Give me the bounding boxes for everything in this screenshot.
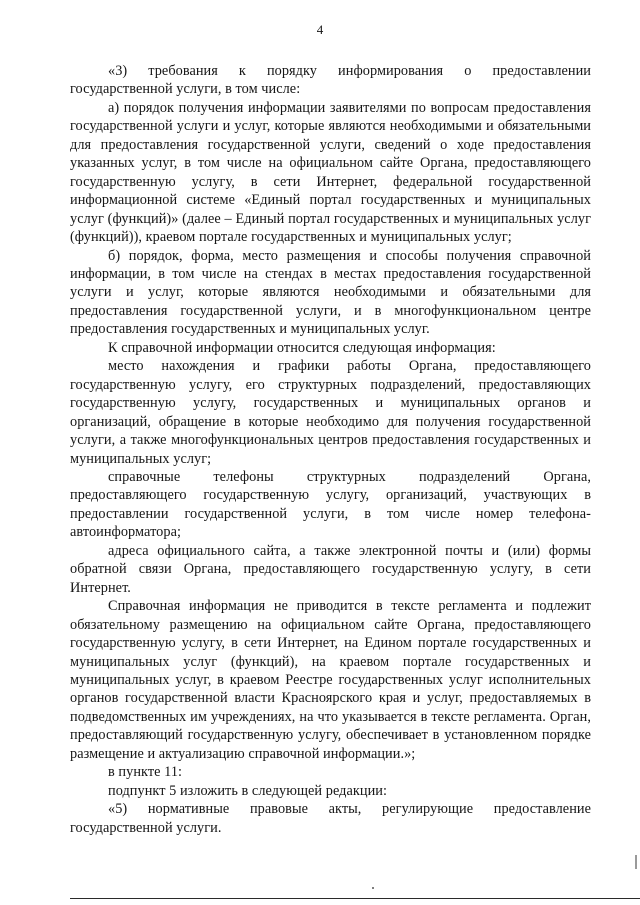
paragraph-reference-info-placement: Справочная информация не приводится в тексте регламента и подлежит обязательному размещению на официальном сайте Органа, предоставляющего государственную услугу, в сети Интернет, на Едином портале государственных и муниципальных услуг (функций), на краевом портале государственных и муниципальных услуг, в краевом Реестре государственных услуг исполнительных органов государственной власти Красноярского края и услуг, предоставляемых в подведомственных им учреждениях, на что указывается в тексте регламента. Орган, предоставляющий государственную услугу, обеспечивает в установленном порядке размещение и актуализацию справочной информации.»; [70, 598, 591, 762]
paragraph-location-schedule: место нахождения и графики работы Органа, предоставляющего государственную услугу, его структурных подразделений, предоставляющих государственную услугу, государственных и муниципальных органов и организаций, обращение в которые необходимо для получения государственной услуги, а также многофункциональных центров предоставления государственных и муниципальных услуг; [70, 358, 591, 467]
paragraph-website-addresses: адреса официального сайта, а также электронной почты и (или) формы обратной связи Органа, предоставляющего государственную услугу, в сети Интернет. [70, 542, 591, 596]
scan-bottom-edge-line [70, 898, 640, 899]
paragraph-phones: справочные телефоны структурных подразделений Органа, предоставляющего государственную услугу, организаций, участвующих в предоставлении государственной услуги, в том числе номер телефона-автоинформатора; [70, 468, 591, 541]
paragraph-subitem-b: б) порядок, форма, место размещения и способы получения справочной информации, в том числе на стендах в местах предоставления государственной услуги и услуг, которые являются необходимыми и обязательными для предоставления государственной услуги, и в многофункциональном центре предоставления государственных и муниципальных услуг. [70, 247, 591, 338]
paragraph-reference-info-intro: К справочной информации относится следующая информация: [108, 339, 496, 356]
paragraph-subpoint-5-text: «5) нормативные правовые акты, регулирующие предоставление государственной услуги. [70, 801, 591, 836]
paragraph-subpoint-5-instruction: подпункт 5 изложить в следующей редакции: [108, 782, 388, 799]
paragraph-point-11: в пункте 11: [108, 764, 183, 781]
scan-right-edge-mark [635, 855, 637, 869]
page-number: 4 [316, 22, 324, 37]
document-body [70, 62, 591, 837]
paragraph-subitem-a: а) порядок получения информации заявителями по вопросам предоставления государственной услуги и услуг, которые являются необходимыми и обязательными для предоставления государственной услуги, сведений о ходе предоставления указанных услуг, в том числе на официальном сайте Органа, предоставляющего государственную услугу, в сети Интернет, федеральной государственной информационной системе «Единый портал государственных и муниципальных услуг (функций)» (далее – Единый портал государственных и муниципальных услуг (функций)), краевом портале государственных и муниципальных услуг; [70, 99, 591, 246]
scan-dot-mark [372, 887, 374, 889]
paragraph-item-3-heading: «3) требования к порядку информирования о предоставлении государственной услуги, в том числе: [70, 63, 591, 98]
